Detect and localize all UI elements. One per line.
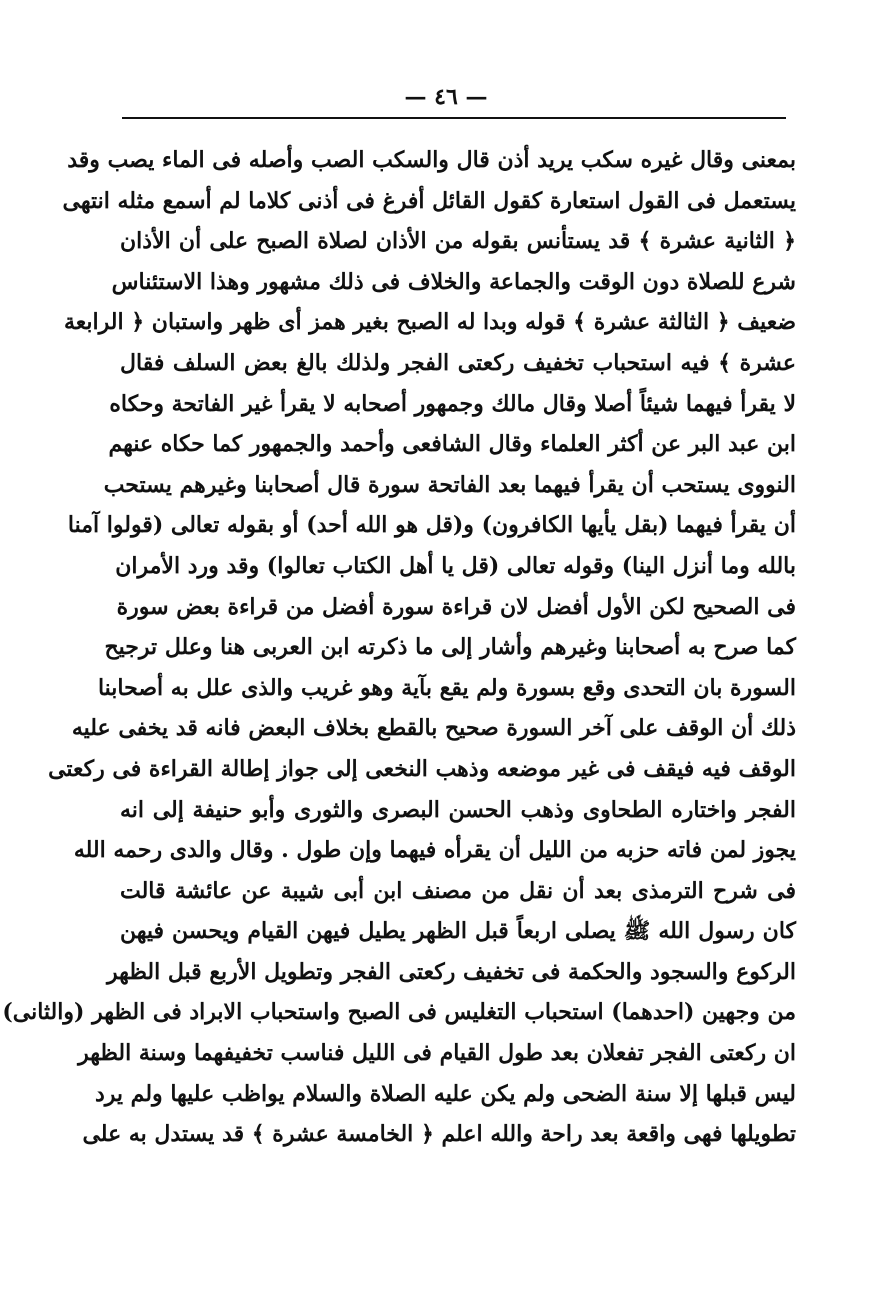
text-line: أن يقرأ فيهما (بقل يأيها الكافرون) و(قل هو الله أحد) أو بقوله تعالى (قولوا آمنا bbox=[67, 512, 796, 539]
body-text bbox=[2, 140, 796, 1155]
text-line: فى الصحيح لكن الأول أفضل لان قراءة سورة أفضل من قراءة بعض سورة bbox=[116, 593, 796, 620]
text-line: ابن عبد البر عن أكثر العلماء وقال الشافعى وأحمد والجمهور كما حكاه عنهم bbox=[108, 431, 796, 458]
text-line: يستعمل فى القول استعارة كقول القائل أفرغ فى أذنى كلاما لم أسمع مثله انتهى bbox=[62, 187, 796, 214]
text-line: تطويلها فهى واقعة بعد راحة والله اعلم ﴿ الخامسة عشرة ﴾ قد يستدل به على bbox=[82, 1121, 796, 1148]
text-line: لا يقرأ فيهما شيئاً أصلا وقال مالك وجمهور أصحابه لا يقرأ غير الفاتحة وحكاه bbox=[109, 390, 796, 417]
text-line: الوقف فيه فيقف فى غير موضعه وذهب النخعى إلى جواز إطالة القراءة فى ركعتى bbox=[48, 755, 796, 782]
text-line: كان رسول الله ﷺ يصلى اربعاً قبل الظهر يطيل فيهن القيام ويحسن فيهن bbox=[120, 918, 796, 945]
header-rule bbox=[122, 117, 786, 119]
text-line: بالله وما أنزل الينا) وقوله تعالى (قل يا أهل الكتاب تعالوا) وقد ورد الأمران bbox=[115, 552, 796, 579]
text-line: النووى يستحب أن يقرأ فيهما بعد الفاتحة سورة قال أصحابنا وغيرهم يستحب bbox=[103, 471, 796, 498]
text-line: الفجر واختاره الطحاوى وذهب الحسن البصرى والثورى وأبو حنيفة إلى انه bbox=[120, 796, 796, 823]
text-line: يجوز لمن فاته حزبه من الليل أن يقرأه فيهما وإن طول . وقال والدى رحمه الله bbox=[73, 837, 796, 864]
text-line: ﴿ الثانية عشرة ﴾ قد يستأنس بقوله من الأذان لصلاة الصبح على أن الأذان bbox=[120, 228, 796, 255]
text-line: ذلك أن الوقف على آخر السورة صحيح بالقطع بخلاف البعض فانه قد يخفى عليه bbox=[71, 715, 796, 742]
text-line: من وجهين (احدهما) استحباب التغليس فى الصبح واستحباب الابراد فى الظهر (والثانى) bbox=[2, 999, 796, 1026]
text-line: ليس قبلها إلا سنة الضحى ولم يكن عليه الصلاة والسلام يواظب عليها ولم يرد bbox=[94, 1080, 796, 1107]
text-line: ضعيف ﴿ الثالثة عشرة ﴾ قوله وبدا له الصبح بغير همز أى ظهر واستبان ﴿ الرابعة bbox=[64, 309, 796, 336]
text-line: شرع للصلاة دون الوقت والجماعة والخلاف فى ذلك مشهور وهذا الاستئناس bbox=[111, 268, 796, 295]
text-line: السورة بان التحدى وقع بسورة ولم يقع بآية وهو غريب والذى علل به أصحابنا bbox=[97, 674, 796, 701]
text-line: الركوع والسجود والحكمة فى تخفيف ركعتى الفجر وتطويل الأربع قبل الظهر bbox=[107, 958, 796, 985]
text-line: كما صرح به أصحابنا وغيرهم وأشار إلى ما ذكرته ابن العربى هنا وعلل ترجيح bbox=[104, 634, 796, 661]
text-line: فى شرح الترمذى بعد أن نقل من مصنف ابن أبى شيبة عن عائشة قالت bbox=[120, 877, 796, 904]
page-number: — ٤٦ — bbox=[404, 84, 488, 110]
text-line: عشرة ﴾ فيه استحباب تخفيف ركعتى الفجر ولذلك بالغ بعض السلف فقال bbox=[120, 349, 796, 376]
text-line: بمعنى وقال غيره سكب يريد أذن قال والسكب الصب وأصله فى الماء يصب وقد bbox=[67, 147, 796, 173]
text-line: ان ركعتى الفجر تفعلان بعد طول القيام فى الليل فناسب تخفيفهما وسنة الظهر bbox=[78, 1040, 796, 1067]
